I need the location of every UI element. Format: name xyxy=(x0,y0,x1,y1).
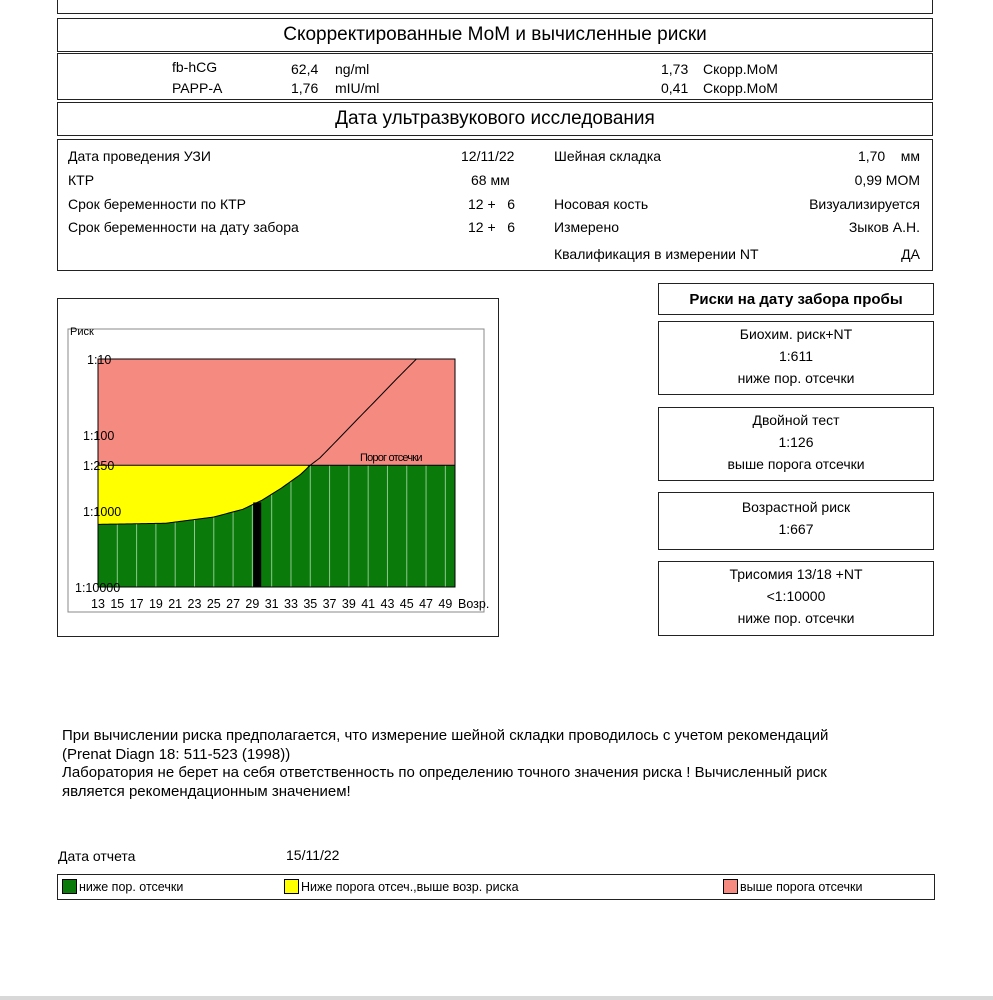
patient-marker xyxy=(253,502,261,587)
risk-status: ниже пор. отсечки xyxy=(737,610,855,626)
risk-name: Трисомия 13/18 +NT xyxy=(729,566,863,582)
x-tick-label: 17 xyxy=(129,597,144,611)
legend-label: ниже пор. отсечки xyxy=(79,880,184,894)
x-tick-label: 15 xyxy=(110,597,125,611)
x-tick-label: 25 xyxy=(206,597,221,611)
report-date-value: 15/11/22 xyxy=(286,847,340,863)
x-tick-label: 31 xyxy=(264,597,279,611)
us-section-title: Дата ультразвукового исследования xyxy=(335,108,655,129)
y-tick-label: 1:10000 xyxy=(75,581,121,595)
marker-name: PAPP-A xyxy=(172,80,223,96)
us-value: Визуализируется xyxy=(809,196,920,212)
disclaimer-line: При вычислении риска предполагается, что измерение шейной складки проводилось с учетом рекомендаций xyxy=(62,727,829,744)
x-tick-label: 45 xyxy=(399,597,414,611)
y-axis-label: Риск xyxy=(70,326,94,338)
y-tick-label: 1:100 xyxy=(83,429,115,443)
risk-name: Двойной тест xyxy=(752,412,840,428)
x-tick-label: 49 xyxy=(438,597,453,611)
risk-chart xyxy=(58,299,497,635)
us-section-header xyxy=(57,102,933,136)
y-tick-label: 1:250 xyxy=(83,459,115,474)
x-tick-label: 29 xyxy=(245,597,260,611)
top-box-fragment xyxy=(57,0,933,14)
us-value: 12/11/22 xyxy=(461,148,515,164)
x-tick-label: 41 xyxy=(361,597,376,611)
disclaimer-line: Лаборатория не берет на себя ответственность по определению точного значения риска ! Вычисленный риск xyxy=(62,764,827,781)
x-tick-label: 35 xyxy=(303,597,318,611)
us-label: Шейная складка xyxy=(554,148,662,164)
marker-mom-label: Скорр.МоМ xyxy=(703,61,778,77)
mom-section-header xyxy=(57,18,933,52)
area-above-cutoff xyxy=(98,359,455,465)
disclaimer-line: (Prenat Diagn 18: 511-523 (1998)) xyxy=(62,745,291,763)
risk-ratio: 1:667 xyxy=(778,521,814,537)
x-tick-label: 13 xyxy=(91,597,105,611)
marker-mom: 1,73 xyxy=(661,61,689,77)
disclaimer xyxy=(62,727,932,801)
x-axis-label: Возр. xyxy=(458,597,490,611)
x-tick-label: 19 xyxy=(148,597,163,611)
risk-name: Биохим. риск+NT xyxy=(739,326,853,342)
x-tick-label: 23 xyxy=(187,597,202,611)
y-tick-label: 1:10 xyxy=(87,353,112,367)
us-label: Измерено xyxy=(554,219,619,235)
y-tick-label: 1:1000 xyxy=(83,505,122,519)
risk-ratio: 1:611 xyxy=(779,348,813,364)
risk-ratio: 1:126 xyxy=(778,434,814,450)
disclaimer-line: является рекомендационным значением! xyxy=(62,782,351,800)
cutoff-label: Порог отсечки xyxy=(360,452,422,465)
risk-chart-frame xyxy=(57,298,499,637)
legend-swatch-green xyxy=(62,879,77,894)
us-label: Носовая кость xyxy=(554,196,649,212)
marker-mom: 0,41 xyxy=(661,80,689,96)
us-label: Квалификация в измерении NT xyxy=(554,246,759,262)
marker-mom-label: Скорр.МоМ xyxy=(703,80,778,96)
legend-label: Ниже порога отсеч.,выше возр. риска xyxy=(301,880,519,894)
risks-panel-title: Риски на дату забора пробы xyxy=(689,290,903,308)
legend-swatch-yellow xyxy=(284,879,299,894)
x-tick-label: 21 xyxy=(168,597,183,611)
marker-value: 62,4 xyxy=(291,61,319,77)
x-tick-label: 37 xyxy=(322,597,337,611)
us-value: ДА xyxy=(901,246,920,262)
risk-box-age xyxy=(658,492,934,550)
us-section-body xyxy=(57,139,933,271)
legend xyxy=(57,874,935,900)
legend-swatch-red xyxy=(723,879,738,894)
us-value: 12 + 6 xyxy=(468,196,516,212)
marker-name: fb-hCG xyxy=(172,59,218,75)
report-date-label: Дата отчета xyxy=(58,848,136,864)
risks-panel-header xyxy=(658,283,934,315)
us-value: 68 мм xyxy=(471,172,510,188)
us-value: 0,99 МОМ xyxy=(854,172,920,188)
x-tick-label: 47 xyxy=(419,597,434,611)
risk-ratio: <1:10000 xyxy=(766,588,826,604)
risk-name: Возрастной риск xyxy=(741,499,851,515)
mom-section-title: Скорректированные МоМ и вычисленные риски xyxy=(283,24,707,45)
risk-status: ниже пор. отсечки xyxy=(737,370,855,386)
us-label: Срок беременности на дату забора xyxy=(68,219,299,235)
marker-value: 1,76 xyxy=(291,80,319,96)
us-value: 12 + 6 xyxy=(468,219,516,235)
risk-box-double-test xyxy=(658,407,934,481)
x-tick-label: 43 xyxy=(380,597,395,611)
us-label: КТР xyxy=(68,172,95,188)
risk-box-trisomy xyxy=(658,561,934,636)
mom-section-body xyxy=(57,53,933,100)
us-label: Дата проведения УЗИ xyxy=(68,148,211,164)
x-tick-label: 39 xyxy=(341,597,356,611)
marker-unit: ng/ml xyxy=(335,61,370,77)
us-value: 1,70 мм xyxy=(857,148,920,164)
us-value: Зыков А.Н. xyxy=(848,219,920,235)
us-label: Срок беременности по КТР xyxy=(68,196,247,212)
page-bottom-edge xyxy=(0,996,993,1000)
risk-box-biochem xyxy=(658,321,934,395)
x-tick-label: 33 xyxy=(284,597,298,611)
risk-status: выше порога отсечки xyxy=(727,456,865,472)
marker-unit: mIU/ml xyxy=(335,80,380,96)
x-tick-label: 27 xyxy=(226,597,241,611)
legend-label: выше порога отсечки xyxy=(740,880,863,894)
